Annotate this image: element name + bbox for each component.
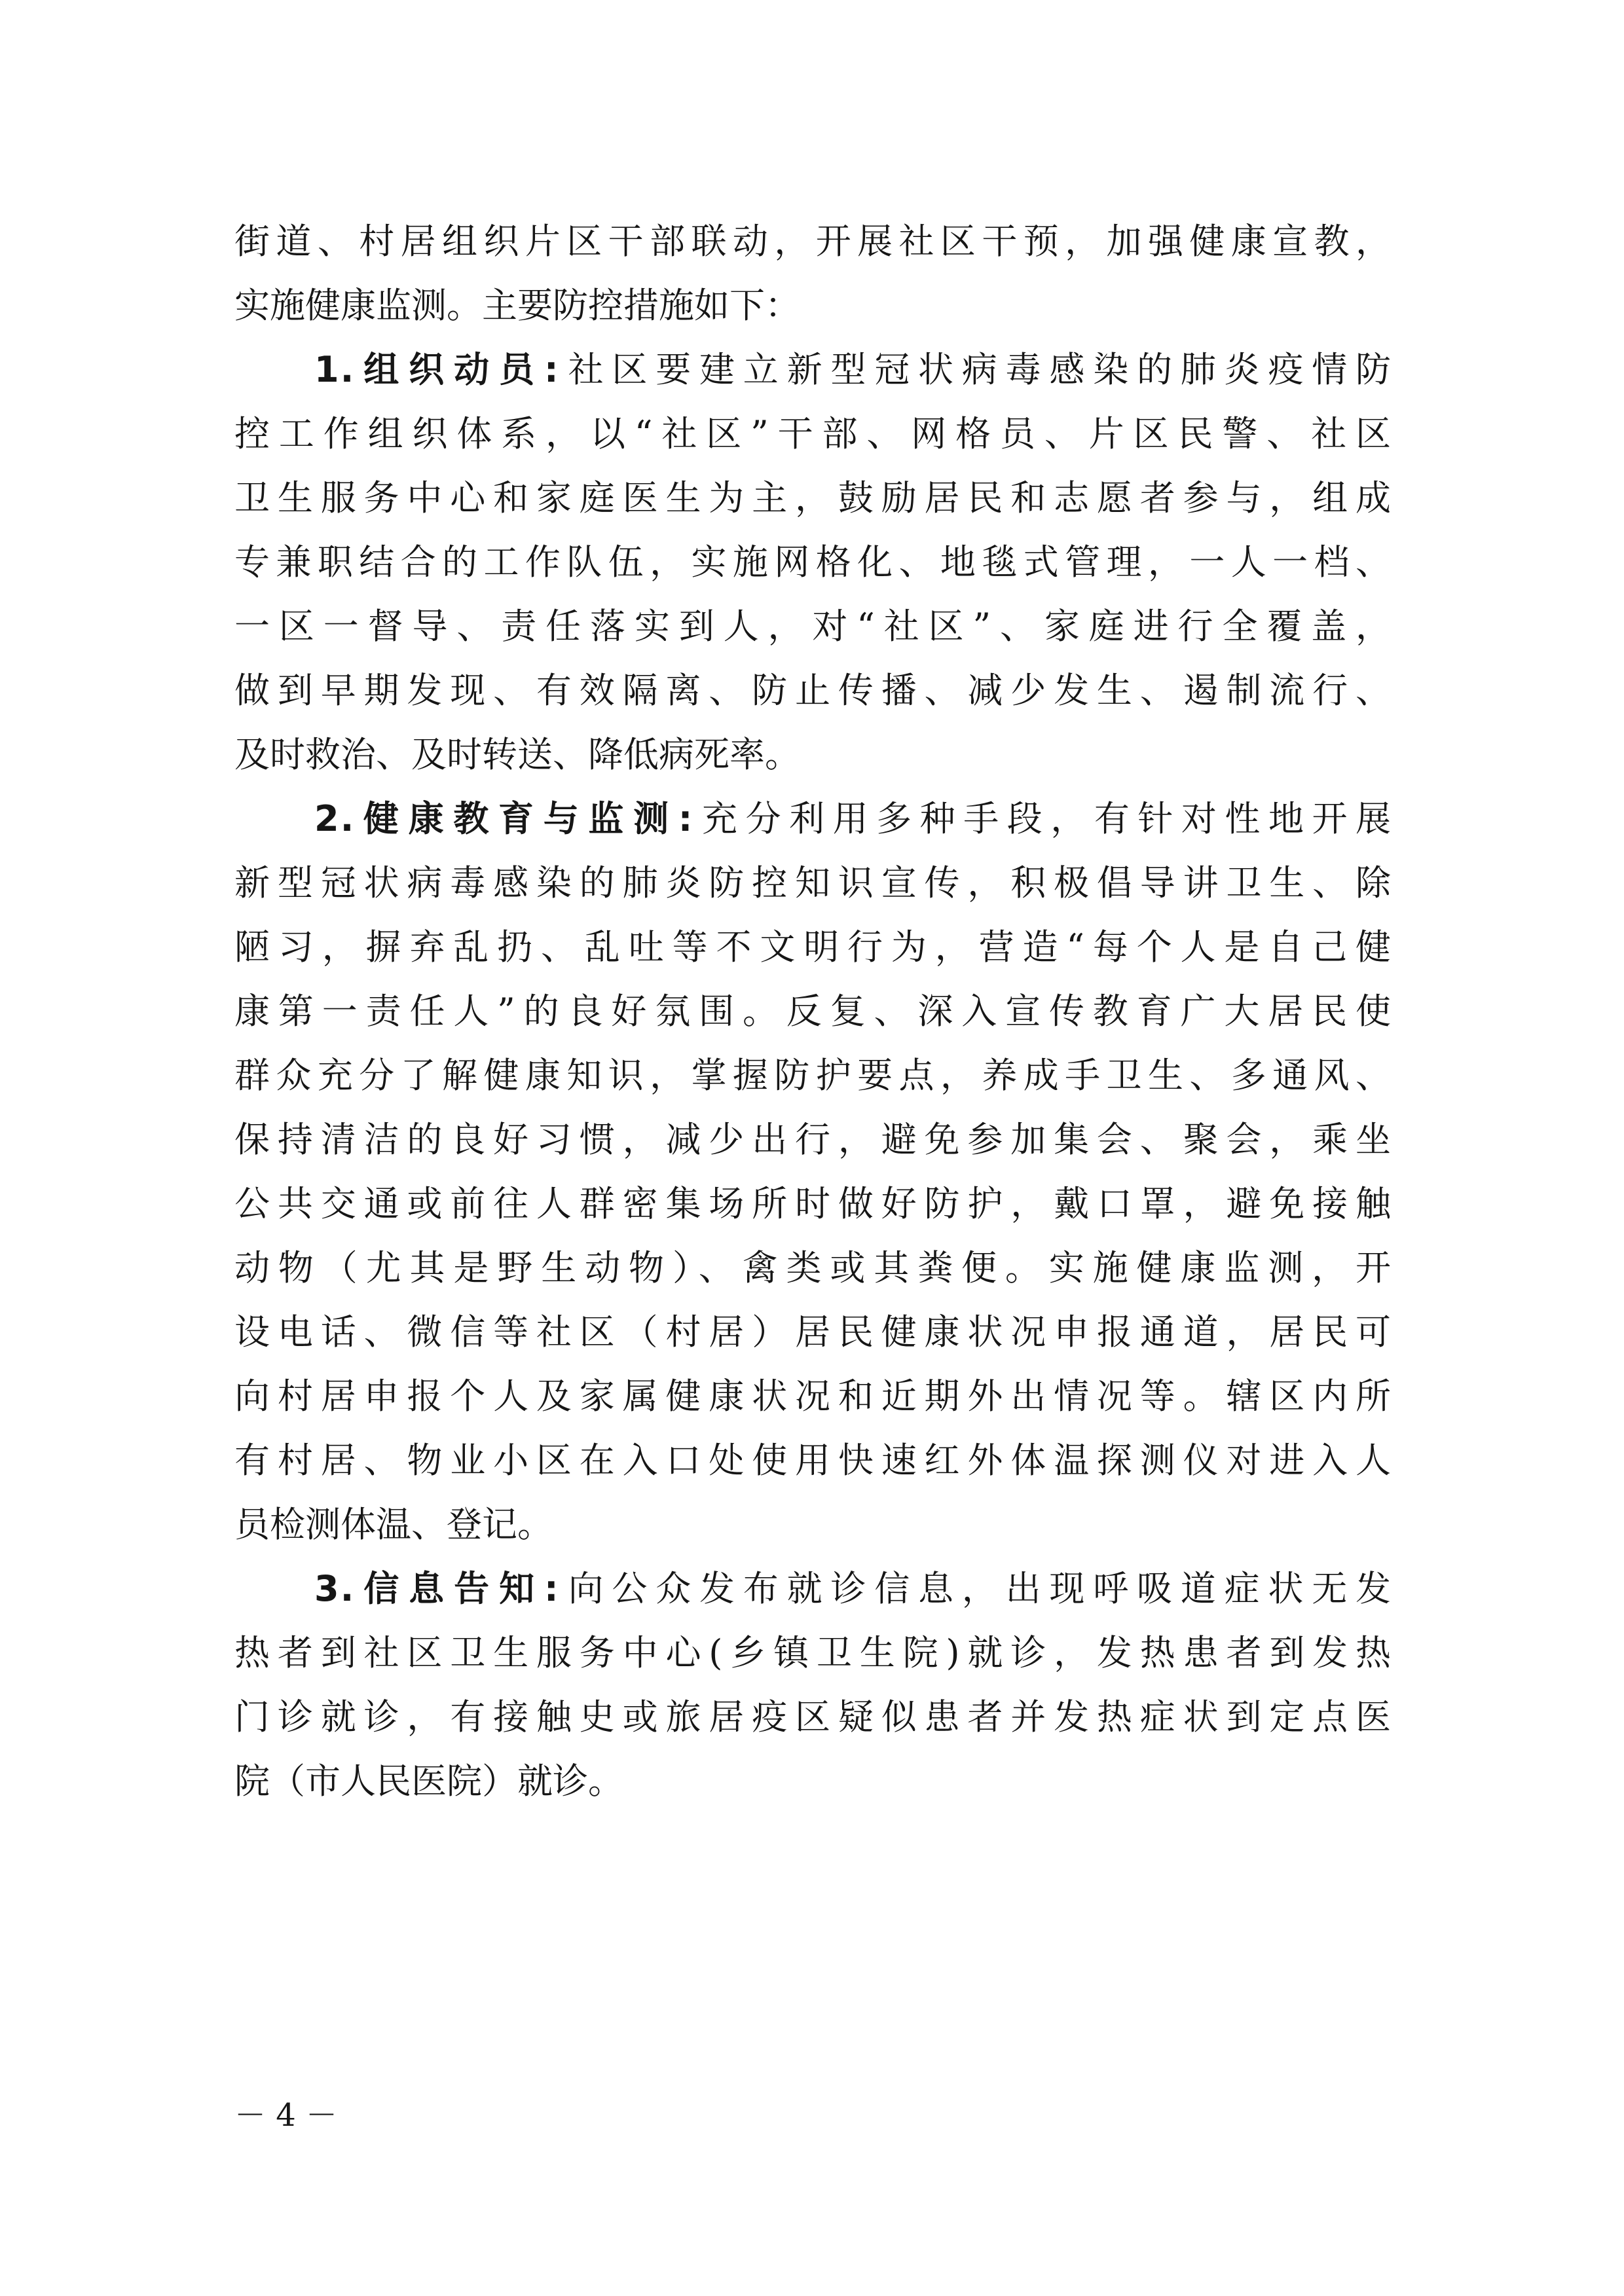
section1-line-5: 一区一督导、责任落实到人，对“社区”、家庭进行全覆盖，	[234, 606, 1391, 647]
section2-line-5: 群众充分了解健康知识，掌握防护要点，养成手卫生、多通风、	[234, 1055, 1391, 1096]
section2-line-2: 新型冠状病毒感染的肺炎防控知识宣传，积极倡导讲卫生、除	[234, 862, 1391, 903]
section1-line-2: 控工作组织体系，以“社区”干部、网格员、片区民警、社区	[234, 413, 1391, 454]
intro-line-1: 街道、村居组织片区干部联动，开展社区干预，加强健康宣教，	[234, 221, 1391, 262]
section1-first-line	[314, 338, 1391, 402]
section3-heading: 3.信息告知:	[314, 1568, 560, 1609]
section2-line-8: 动物（尤其是野生动物）、禽类或其粪便。实施健康监测，开	[234, 1247, 1391, 1288]
section3-line-4: 院（市人民医院）就诊。	[234, 1760, 623, 1802]
section2-line-4: 康第一责任人”的良好氛围。反复、深入宣传教育广大居民使	[234, 991, 1391, 1032]
section2-first-line	[314, 787, 1391, 851]
section1-line-1: 社区要建立新型冠状病毒感染的肺炎疫情防	[559, 349, 1392, 390]
section2-line-1: 充分利用多种手段，有针对性地开展	[693, 798, 1392, 839]
section1-line-6: 做到早期发现、有效隔离、防止传播、减少发生、遏制流行、	[234, 670, 1391, 711]
section1-line-7: 及时救治、及时转送、降低病死率。	[234, 734, 800, 775]
section2-line-11: 有村居、物业小区在入口处使用快速红外体温探测仪对进入人	[234, 1440, 1391, 1481]
intro-line-2: 实施健康监测。主要防控措施如下：	[234, 285, 800, 326]
section2-line-7: 公共交通或前往人群密集场所时做好防护，戴口罩，避免接触	[234, 1183, 1391, 1224]
section2-line-3: 陋习，摒弃乱扔、乱吐等不文明行为，营造“每个人是自己健	[234, 926, 1391, 968]
section2-line-6: 保持清洁的良好习惯，减少出行，避免参加集会、聚会，乘坐	[234, 1119, 1391, 1160]
section2-heading: 2.健康教育与监测:	[314, 798, 694, 839]
section3-first-line	[314, 1557, 1391, 1621]
page-number: － 4 －	[234, 2097, 338, 2134]
section2-line-9: 设电话、微信等社区（村居）居民健康状况申报通道，居民可	[234, 1311, 1391, 1353]
section1-heading: 1.组织动员:	[314, 349, 560, 390]
section3-line-1: 向公众发布就诊信息，出现呼吸道症状无发	[559, 1568, 1392, 1609]
section3-line-2: 热者到社区卫生服务中心(乡镇卫生院)就诊，发热患者到发热	[234, 1632, 1391, 1673]
section1-line-3: 卫生服务中心和家庭医生为主，鼓励居民和志愿者参与，组成	[234, 477, 1391, 519]
section1-line-4: 专兼职结合的工作队伍，实施网格化、地毯式管理，一人一档、	[234, 541, 1391, 583]
section2-line-12: 员检测体温、登记。	[234, 1504, 553, 1545]
section2-line-10: 向村居申报个人及家属健康状况和近期外出情况等。辖区内所	[234, 1376, 1391, 1417]
section3-line-3: 门诊就诊，有接触史或旅居疫区疑似患者并发热症状到定点医	[234, 1696, 1391, 1738]
